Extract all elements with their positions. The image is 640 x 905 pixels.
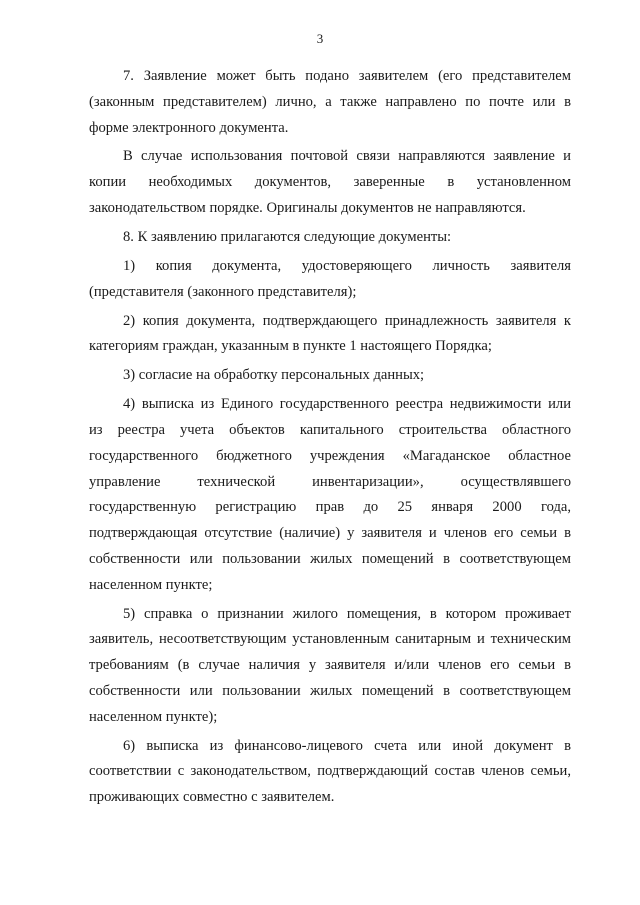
text-line: собственности или пользовании жилых помещений в соответствующем bbox=[89, 682, 571, 699]
text-line: управление технической инвентаризации», осуществлявшего bbox=[89, 473, 571, 490]
text-line: требованиям (в случае наличия у заявителя и/или членов его семьи в bbox=[89, 657, 571, 674]
text-line: подтверждающая отсутствие (наличие) у заявителя и членов его семьи в bbox=[89, 525, 571, 542]
text-line: 8. К заявлению прилагаются следующие документы: bbox=[123, 228, 452, 245]
text-line: форме электронного документа. bbox=[89, 119, 289, 136]
list-item-4 bbox=[89, 392, 571, 598]
text-line: 2) копия документа, подтверждающего принадлежность заявителя к bbox=[123, 312, 571, 329]
text-line: заявитель, несоответствующим установленным санитарным и техническим bbox=[89, 631, 571, 648]
list-item-5 bbox=[89, 602, 571, 731]
text-line: государственную регистрацию прав до 25 января 2000 года, bbox=[89, 499, 571, 516]
text-line: 6) выписка из финансово-лицевого счета или иной документ в bbox=[123, 737, 571, 754]
text-line: 5) справка о признании жилого помещения, в котором проживает bbox=[123, 605, 571, 622]
text-line: категориям граждан, указанным в пункте 1 настоящего Порядка; bbox=[89, 338, 492, 355]
list-item-6 bbox=[89, 734, 571, 811]
text-line: 7. Заявление может быть подано заявителем (его представителем bbox=[123, 68, 571, 84]
text-line: 3) согласие на обработку персональных данных; bbox=[123, 367, 425, 384]
text-line: 4) выписка из Единого государственного реестра недвижимости или bbox=[123, 396, 571, 413]
page-number: 3 bbox=[316, 31, 324, 46]
text-line: собственности или пользовании жилых помещений в соответствующем bbox=[89, 550, 571, 567]
text-line: В случае использования почтовой связи направляются заявление и bbox=[123, 148, 571, 165]
paragraph-7 bbox=[89, 64, 571, 141]
text-line: населенном пункте); bbox=[89, 708, 218, 725]
text-line: (законным представителем) лично, а также направлено по почте или в bbox=[89, 93, 571, 110]
text-line: государственного бюджетного учреждения «Магаданское областное bbox=[89, 447, 571, 464]
text-line: населенном пункте; bbox=[89, 576, 213, 593]
text-line: 1) копия документа, удостоверяющего личность заявителя bbox=[123, 257, 571, 274]
list-item-3 bbox=[89, 363, 571, 389]
text-line: из реестра учета объектов капитального строительства областного bbox=[89, 421, 571, 438]
text-line: законодательством порядке. Оригиналы документов не направляются. bbox=[89, 200, 526, 217]
paragraph-8 bbox=[89, 225, 571, 251]
list-item-2 bbox=[89, 309, 571, 361]
text-line: (представителя (законного представителя); bbox=[89, 283, 357, 300]
list-item-1 bbox=[89, 254, 571, 306]
document-body bbox=[89, 64, 571, 814]
paragraph-7-postal bbox=[89, 144, 571, 221]
text-line: соответствии с законодательством, подтверждающий состав членов семьи, bbox=[89, 763, 571, 780]
text-line: копии необходимых документов, заверенные в установленном bbox=[89, 174, 571, 191]
text-line: проживающих совместно с заявителем. bbox=[89, 789, 335, 806]
